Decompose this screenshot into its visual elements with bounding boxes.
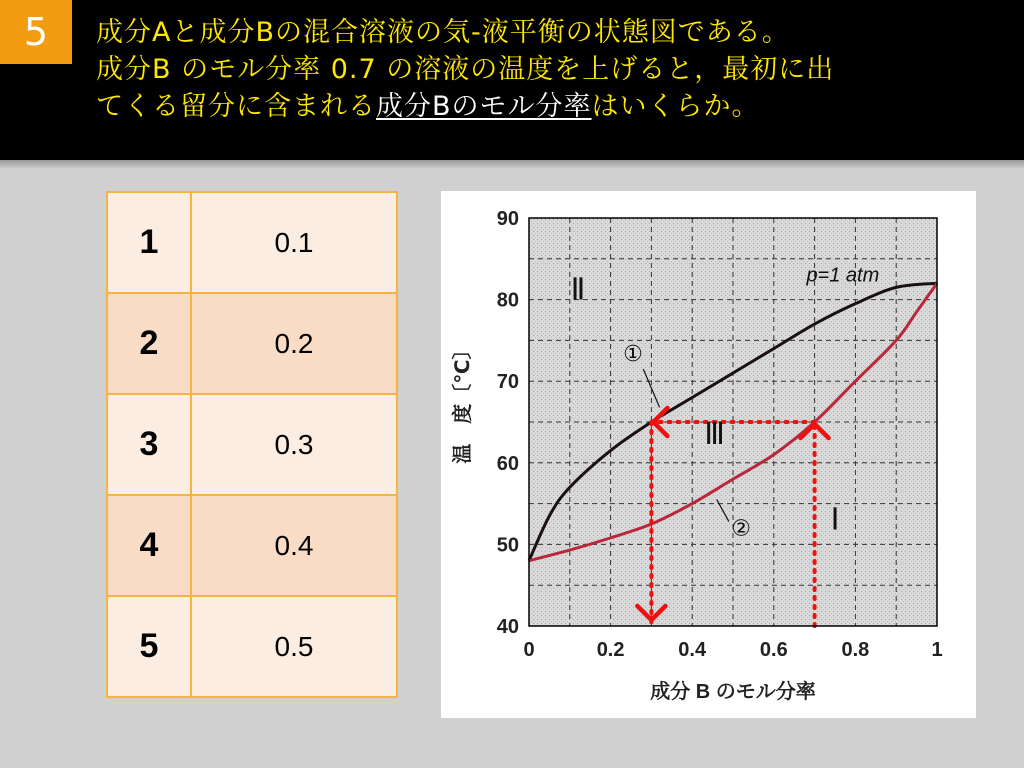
- phase-diagram-panel: [441, 191, 976, 718]
- curve-label-upper: ①: [623, 340, 643, 366]
- answer-option[interactable]: [107, 495, 397, 596]
- region-label-two-phase: Ⅲ: [704, 418, 725, 452]
- x-tick-label: 0.6: [759, 639, 788, 661]
- x-tick-label: 0.8: [841, 639, 870, 661]
- pressure-annotation: p=1 atm: [806, 264, 880, 287]
- x-axis-label: 成分 B のモル分率: [650, 681, 816, 703]
- option-key: 4: [107, 495, 191, 596]
- option-key: 3: [107, 394, 191, 495]
- y-axis-label: 温 度〔℃〕: [452, 339, 474, 464]
- x-tick-label: 1: [931, 639, 943, 661]
- answer-option[interactable]: [107, 394, 397, 495]
- header-divider: [0, 160, 1024, 168]
- answer-option[interactable]: [107, 192, 397, 293]
- option-value: 0.4: [191, 495, 397, 596]
- question-emphasis: 成分Bのモル分率: [376, 91, 592, 122]
- question-line-3: [96, 88, 1016, 125]
- question-line-2: 成分B のモル分率 0.7 の溶液の温度を上げると，最初に出: [96, 54, 835, 85]
- region-label-vapor: Ⅱ: [570, 273, 586, 307]
- option-value: 0.2: [191, 293, 397, 394]
- y-tick-label: 80: [496, 289, 519, 312]
- question-text: [96, 14, 1016, 125]
- question-number-badge: [0, 0, 72, 64]
- option-value: 0.1: [191, 192, 397, 293]
- question-line-3a: てくる留分に含まれる: [96, 91, 376, 122]
- y-tick-label: 40: [496, 616, 519, 638]
- question-number: 5: [23, 10, 49, 54]
- region-label-liquid: Ⅰ: [830, 503, 840, 537]
- y-tick-label: 90: [496, 208, 519, 230]
- y-tick-label: 60: [496, 452, 519, 475]
- x-tick-label: 0: [523, 639, 535, 661]
- question-line-1: 成分Aと成分Bの混合溶液の気-液平衡の状態図である。: [96, 17, 790, 48]
- answer-option[interactable]: [107, 596, 397, 697]
- y-tick-label: 70: [496, 371, 519, 394]
- option-key: 2: [107, 293, 191, 394]
- answer-option[interactable]: [107, 293, 397, 394]
- y-tick-label: 50: [496, 534, 519, 557]
- question-line-3c: はいくらか。: [591, 91, 760, 122]
- option-key: 5: [107, 596, 191, 697]
- x-tick-label: 0.2: [596, 639, 625, 661]
- curve-label-lower: ②: [731, 515, 752, 541]
- answer-options-table: [106, 191, 398, 698]
- option-key: 1: [107, 192, 191, 293]
- option-value: 0.5: [191, 596, 397, 697]
- x-tick-label: 0.4: [678, 639, 707, 661]
- option-value: 0.3: [191, 394, 397, 495]
- phase-diagram-chart: [441, 191, 976, 718]
